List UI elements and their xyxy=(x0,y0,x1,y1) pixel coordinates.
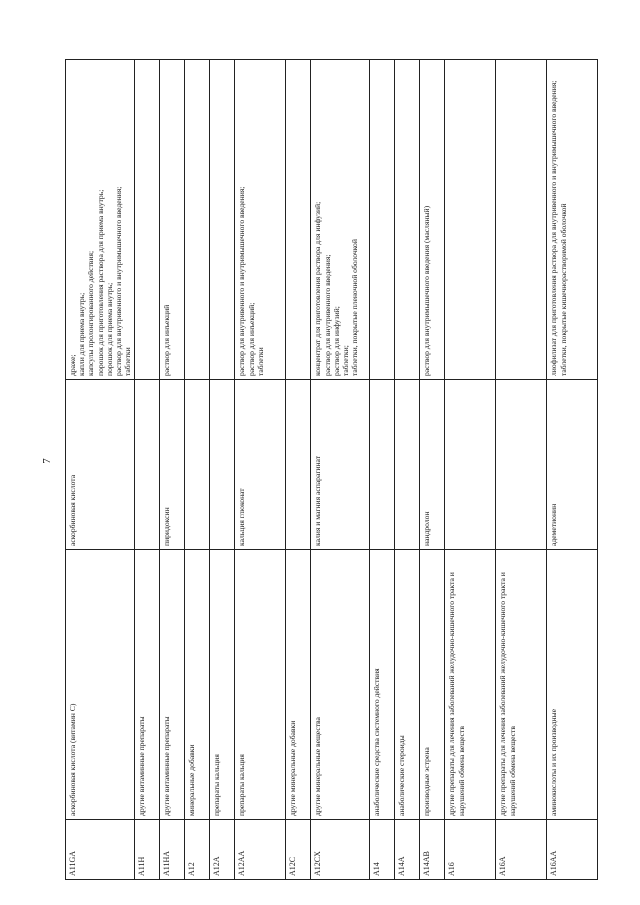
dosage-form-item: раствор для внутримышечного введения (масляный) xyxy=(422,205,432,376)
atc-group-cell: аскорбиновая кислота (витамин С) xyxy=(66,550,135,820)
inn-cell: аскорбиновая кислота xyxy=(66,380,135,550)
dosage-forms-cell xyxy=(496,60,547,380)
dosage-form-item: капсулы пролонгированного действия; xyxy=(86,250,96,376)
dosage-form-item: концентрат для приготовления раствора для инфузий; xyxy=(313,201,323,376)
table-row xyxy=(185,60,210,880)
atc-group-cell: другие минеральные добавки xyxy=(286,550,311,820)
atc-group-cell: другие препараты для лечения заболеваний желудочно-кишечного тракта и нарушений обмена веществ xyxy=(445,550,496,820)
dosage-forms-cell xyxy=(160,60,185,380)
dosage-forms-cell xyxy=(311,60,370,380)
dosage-form-item: раствор для внутривенного введения; xyxy=(322,254,332,376)
atc-group-cell: производные эстрена xyxy=(420,550,445,820)
inn-cell xyxy=(185,380,210,550)
table-row xyxy=(311,60,370,880)
atc-code-cell: A12A xyxy=(210,820,235,880)
dosage-form-item: порошок для приема внутрь; xyxy=(104,282,114,376)
inn-cell xyxy=(445,380,496,550)
atc-group-cell: анаболические средства системного действия xyxy=(370,550,395,820)
atc-code-cell: A11HA xyxy=(160,820,185,880)
dosage-form-item: раствор для инъекций; xyxy=(246,302,256,376)
table-row xyxy=(235,60,286,880)
inn-cell xyxy=(496,380,547,550)
dosage-form-item: раствор для внутривенного и внутримышечного введения; xyxy=(114,186,124,376)
inn-cell xyxy=(370,380,395,550)
dosage-forms-cell xyxy=(395,60,420,380)
atc-code-cell: A11GA xyxy=(66,820,135,880)
table-row xyxy=(445,60,496,880)
inn-cell xyxy=(210,380,235,550)
drug-table-sheet xyxy=(65,60,568,880)
atc-code-cell: A11H xyxy=(135,820,160,880)
table-row xyxy=(210,60,235,880)
atc-code-cell: A16AA xyxy=(547,820,598,880)
dosage-forms-cell xyxy=(547,60,598,380)
inn-cell: калия и магния аспарагинат xyxy=(311,380,370,550)
dosage-forms-cell xyxy=(210,60,235,380)
dosage-form-item: таблетки, покрытые кишечнорастворимой оболочкой xyxy=(558,203,568,376)
atc-code-cell: A16A xyxy=(496,820,547,880)
table-row xyxy=(547,60,598,880)
atc-code-cell: A12 xyxy=(185,820,210,880)
inn-cell: нандролон xyxy=(420,380,445,550)
table-row xyxy=(66,60,135,880)
dosage-form-item: раствор для инфузий; xyxy=(331,306,341,376)
inn-cell xyxy=(135,380,160,550)
table-row xyxy=(370,60,395,880)
atc-group-cell: минеральные добавки xyxy=(185,550,210,820)
atc-group-cell: анаболические стероиды xyxy=(395,550,420,820)
inn-cell: адеметионин xyxy=(547,380,598,550)
dosage-form-item: таблетки; xyxy=(341,345,351,376)
atc-code-cell: A12AA xyxy=(235,820,286,880)
atc-code-cell: A14 xyxy=(370,820,395,880)
table-row xyxy=(160,60,185,880)
atc-group-cell: аминокислоты и их производные xyxy=(547,550,598,820)
atc-group-cell: препараты кальция xyxy=(235,550,286,820)
atc-code-cell: A12CX xyxy=(311,820,370,880)
drug-table xyxy=(65,59,598,880)
table-row xyxy=(135,60,160,880)
inn-cell: кальция глюконат xyxy=(235,380,286,550)
atc-group-cell: другие витаминные препараты xyxy=(135,550,160,820)
atc-code-cell: A14A xyxy=(395,820,420,880)
inn-cell xyxy=(395,380,420,550)
atc-group-cell: другие витаминные препараты xyxy=(160,550,185,820)
dosage-form-item: таблетки, покрытые пленочной оболочкой xyxy=(350,239,360,376)
dosage-form-item: раствор для внутривенного и внутримышечного введения; xyxy=(237,186,247,376)
atc-code-cell: A14AB xyxy=(420,820,445,880)
table-row xyxy=(496,60,547,880)
dosage-forms-cell xyxy=(420,60,445,380)
atc-group-cell: препараты кальция xyxy=(210,550,235,820)
inn-cell xyxy=(286,380,311,550)
dosage-form-item: порошок для приготовления раствора для приема внутрь; xyxy=(95,189,105,376)
page-number: 7 xyxy=(40,458,53,464)
dosage-forms-cell xyxy=(370,60,395,380)
dosage-forms-cell xyxy=(445,60,496,380)
dosage-forms-cell xyxy=(185,60,210,380)
dosage-form-item: лиофилизат для приготовления раствора для внутривенного и внутримышечного введения; xyxy=(549,80,559,376)
atc-group-cell: другие минеральные вещества xyxy=(311,550,370,820)
dosage-form-item: драже; xyxy=(68,354,77,376)
dosage-forms-cell xyxy=(235,60,286,380)
atc-code-cell: A16 xyxy=(445,820,496,880)
dosage-forms-cell xyxy=(66,60,135,380)
dosage-form-item: таблетки xyxy=(123,347,133,376)
dosage-form-item: капли для приема внутрь; xyxy=(77,292,87,376)
dosage-forms-cell xyxy=(135,60,160,380)
dosage-form-item: раствор для инъекций xyxy=(162,304,172,376)
inn-cell: пиридоксин xyxy=(160,380,185,550)
dosage-forms-cell xyxy=(286,60,311,380)
table-row xyxy=(286,60,311,880)
dosage-form-item: таблетки xyxy=(255,347,265,376)
atc-code-cell: A12C xyxy=(286,820,311,880)
table-row xyxy=(420,60,445,880)
atc-group-cell: другие препараты для лечения заболеваний желудочно-кишечного тракта и нарушений обмена веществ xyxy=(496,550,547,820)
table-row xyxy=(395,60,420,880)
